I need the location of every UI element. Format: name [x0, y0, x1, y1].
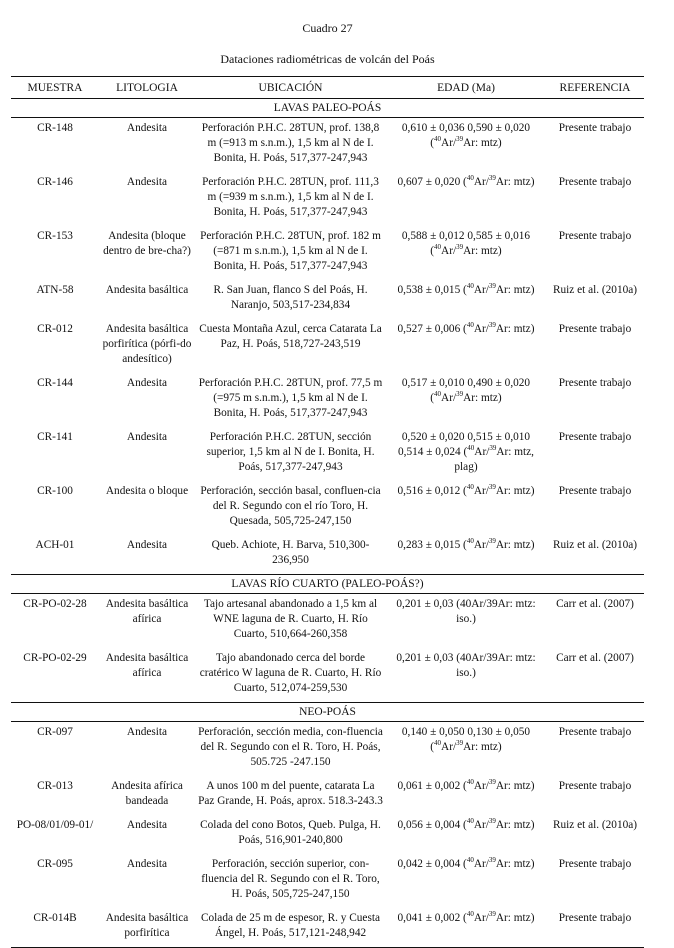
- cell-edad: 0,538 ± 0,015 ($^{40}$Ar/$^{39}$Ar: mtz): [397, 282, 535, 296]
- cell-edad: 0,041 ± 0,002 ($^{40}$Ar/$^{39}$Ar: mtz): [386, 908, 546, 948]
- table-row: [11, 594, 644, 649]
- table-row: [11, 648, 644, 703]
- cell-litologia: Andesita: [126, 539, 168, 551]
- cell-edad: 0,042 ± 0,004 ($^{40}$Ar/$^{39}$Ar: mtz): [397, 856, 535, 870]
- cell-litologia: Andesita: [126, 122, 168, 134]
- cell-litologia: Andesita: [126, 377, 168, 389]
- header-edad: EDAD (Ma): [386, 77, 546, 99]
- table-row: [11, 854, 644, 908]
- cell-ubicacion: Perforación, sección media, con-fluencia del R. Segundo con el R. Toro, H. Poás, 505.725 -247.150: [198, 726, 383, 768]
- table-body: [11, 99, 644, 948]
- cell-litologia: Andesita basáltica afírica: [105, 598, 189, 625]
- section-title: NEO-POÁS: [11, 703, 644, 722]
- cell-litologia: Andesita basáltica afírica: [105, 652, 189, 679]
- dating-table: [11, 76, 644, 948]
- cell-litologia: Andesita: [126, 431, 168, 443]
- cell-edad: 0,201 ± 0,03 (40Ar/39Ar: mtz: iso.): [396, 598, 536, 625]
- cell-muestra: CR-144: [37, 377, 73, 389]
- cell-edad: 0,607 ± 0,020 ($^{40}$Ar/$^{39}$Ar: mtz): [397, 174, 535, 188]
- cell-litologia: Andesita basáltica: [105, 284, 189, 296]
- cell-referencia: Ruiz et al. (2010a): [552, 284, 638, 296]
- table-row: [11, 776, 644, 815]
- cell-ubicacion: R. San Juan, flanco S del Poás, H. Naranjo, 503,517-234,834: [213, 284, 368, 311]
- cell-edad: 0,140 ± 0,050 0,130 ± 0,050 ($^{40}$Ar/$^{39}$Ar: mtz): [401, 726, 531, 753]
- cell-referencia: Presente trabajo: [558, 323, 632, 335]
- cell-ubicacion: Tajo artesanal abandonado a 1,5 km al WNE laguna de R. Cuarto, H. Río Cuarto, 510,664-260,358: [203, 598, 378, 640]
- cell-muestra: CR-097: [37, 726, 73, 738]
- cell-ubicacion: Colada de 25 m de espesor, R. y Cuesta Ángel, H. Poás, 517,121-248,942: [195, 908, 386, 948]
- cell-litologia: Andesita: [126, 176, 168, 188]
- cell-referencia: Presente trabajo: [558, 726, 632, 738]
- cell-litologia: Andesita o bloque: [105, 485, 189, 497]
- cell-litologia: Andesita (bloque dentro de bre-cha?): [103, 230, 191, 257]
- cell-litologia: Andesita afírica bandeada: [111, 780, 183, 807]
- cell-edad: 0,061 ± 0,002 ($^{40}$Ar/$^{39}$Ar: mtz): [397, 778, 535, 792]
- table-row: [11, 118, 644, 173]
- cell-ubicacion: Perforación P.H.C. 28TUN, prof. 111,3 m (=939 m s.n.m.), 1,5 km al N de I. Bonita, H. Poás, 517,377-247,943: [202, 176, 379, 218]
- cell-referencia: Presente trabajo: [558, 780, 632, 792]
- section-header-row: [11, 575, 644, 594]
- cell-edad: 0,056 ± 0,004 ($^{40}$Ar/$^{39}$Ar: mtz): [397, 817, 535, 831]
- cell-muestra: CR-148: [37, 122, 73, 134]
- table-row: [11, 319, 644, 373]
- section-header-row: [11, 703, 644, 722]
- cell-ubicacion: Perforación P.H.C. 28TUN, prof. 182 m (=871 m s.n.m.), 1,5 km al N de I. Bonita, H. Poás, 517,377-247,943: [200, 230, 381, 272]
- cell-muestra: CR-153: [37, 230, 73, 242]
- cell-ubicacion: Queb. Achiote, H. Barva, 510,300-236,950: [211, 539, 370, 566]
- cell-muestra: CR-141: [37, 431, 73, 443]
- cell-litologia: Andesita: [126, 858, 168, 870]
- table-row: [11, 815, 644, 854]
- header-litologia: LITOLOGIA: [99, 77, 195, 99]
- cell-litologia: Andesita: [126, 819, 168, 831]
- cell-litologia: Andesita basáltica porfirítica: [99, 908, 195, 948]
- cell-referencia: Presente trabajo: [558, 122, 632, 134]
- cell-muestra: CR-013: [37, 780, 73, 792]
- cell-ubicacion: Tajo abandonado cerca del borde cratérico W laguna de R. Cuarto, H. Río Cuarto, 512,074-259,530: [199, 652, 382, 694]
- cell-ubicacion: Perforación, sección superior, con-fluencia del R. Segundo con el R. Toro, H. Poás, 505,725-247,150: [201, 858, 380, 900]
- table-row: [11, 226, 644, 280]
- cell-ubicacion: Cuesta Montaña Azul, cerca Catarata La Paz, H. Poás, 518,727-243,519: [199, 323, 382, 350]
- header-referencia: REFERENCIA: [546, 77, 644, 99]
- header-row: [11, 77, 644, 99]
- cell-muestra: PO-08/01/09-01/: [16, 819, 94, 831]
- cell-referencia: Presente trabajo: [558, 230, 632, 242]
- cell-edad: 0,527 ± 0,006 ($^{40}$Ar/$^{39}$Ar: mtz): [397, 321, 535, 335]
- header-muestra: MUESTRA: [11, 77, 99, 99]
- cell-referencia: Presente trabajo: [558, 377, 632, 389]
- cell-edad: 0,201 ± 0,03 (40Ar/39Ar: mtz: iso.): [396, 652, 536, 679]
- table-row: [11, 280, 644, 319]
- table-row: [11, 373, 644, 427]
- section-title: LAVAS RÍO CUARTO (PALEO-POÁS?): [11, 575, 644, 594]
- cell-muestra: ACH-01: [35, 539, 75, 551]
- cell-muestra: ATN-58: [36, 284, 74, 296]
- table-row: [11, 908, 644, 948]
- cell-muestra: CR-100: [37, 485, 73, 497]
- cell-ubicacion: Perforación P.H.C. 28TUN, prof. 138,8 m (=913 m s.n.m.), 1,5 km al N de I. Bonita, H. Poás, 517,377-247,943: [201, 122, 380, 164]
- cell-referencia: Presente trabajo: [558, 485, 632, 497]
- cell-edad: 0,283 ± 0,015 ($^{40}$Ar/$^{39}$Ar: mtz): [397, 537, 535, 551]
- cell-ubicacion: A unos 100 m del puente, catarata La Paz Grande, H. Poás, aprox. 518.3-243.3: [198, 780, 383, 807]
- cell-edad: 0,516 ± 0,012 ($^{40}$Ar/$^{39}$Ar: mtz): [397, 483, 535, 497]
- cell-ubicacion: Colada del cono Botos, Queb. Pulga, H. Poás, 516,901-240,800: [200, 819, 381, 846]
- cell-litologia: Andesita basáltica porfirítica (pórfi-do andesítico): [102, 323, 192, 365]
- cell-edad: 0,588 ± 0,012 0,585 ± 0,016 ($^{40}$Ar/$^{39}$Ar: mtz): [401, 230, 531, 257]
- section-title: LAVAS PALEO-POÁS: [11, 99, 644, 118]
- cell-muestra: CR-014B: [11, 908, 99, 948]
- header-ubicacion: UBICACIÓN: [195, 77, 386, 99]
- cell-referencia: Carr et al. (2007): [556, 652, 634, 664]
- cell-referencia: Ruiz et al. (2010a): [552, 819, 638, 831]
- table-row: [11, 535, 644, 575]
- cell-referencia: Presente trabajo: [558, 858, 632, 870]
- cell-referencia: Carr et al. (2007): [556, 598, 634, 610]
- cell-edad: 0,517 ± 0,010 0,490 ± 0,020 ($^{40}$Ar/$^{39}$Ar: mtz): [401, 377, 531, 404]
- table-caption-subtitle: Dataciones radiométricas de volcán del Poás: [220, 52, 435, 66]
- cell-referencia: Presente trabajo: [546, 908, 644, 948]
- cell-muestra: CR-PO-02-29: [23, 652, 87, 664]
- cell-litologia: Andesita: [126, 726, 168, 738]
- cell-edad: 0,520 ± 0,020 0,515 ± 0,010 0,514 ± 0,024 ($^{40}$Ar/$^{39}$Ar: mtz, plag): [398, 431, 534, 473]
- cell-referencia: Presente trabajo: [558, 176, 632, 188]
- table-row: [11, 172, 644, 226]
- table-caption-title: Cuadro 27: [302, 21, 353, 35]
- cell-muestra: CR-PO-02-28: [23, 598, 87, 610]
- section-header-row: [11, 99, 644, 118]
- cell-muestra: CR-095: [37, 858, 73, 870]
- table-row: [11, 481, 644, 535]
- cell-ubicacion: Perforación P.H.C. 28TUN, sección superior, 1,5 km al N de I. Bonita, H. Poás, 517,377-247,943: [206, 431, 375, 473]
- cell-muestra: CR-146: [37, 176, 73, 188]
- cell-muestra: CR-012: [37, 323, 73, 335]
- cell-edad: 0,610 ± 0,036 0,590 ± 0,020 ($^{40}$Ar/$^{39}$Ar: mtz): [401, 122, 531, 149]
- cell-ubicacion: Perforación P.H.C. 28TUN, prof. 77,5 m (=975 m s.n.m.), 1,5 km al N de I. Bonita, H. Poás, 517,377-247,943: [198, 377, 383, 419]
- cell-referencia: Presente trabajo: [558, 431, 632, 443]
- table-row: [11, 722, 644, 777]
- table-row: [11, 427, 644, 481]
- cell-referencia: Ruiz et al. (2010a): [552, 539, 638, 551]
- cell-ubicacion: Perforación, sección basal, confluen-cia del R. Segundo con el río Toro, H. Quesada, 505,725-247,150: [200, 485, 381, 527]
